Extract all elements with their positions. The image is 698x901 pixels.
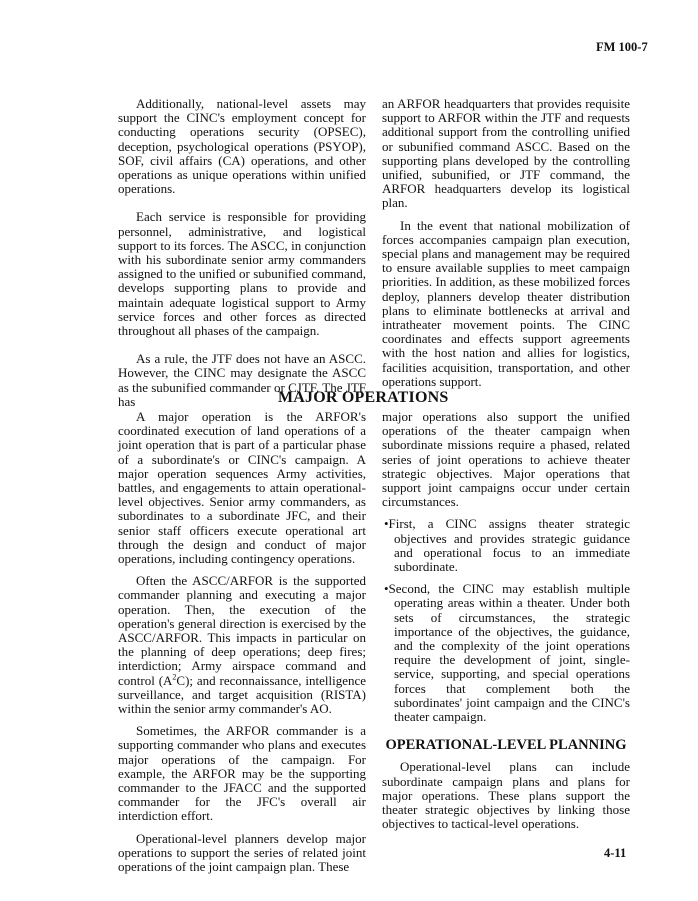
top-left-column [118,97,366,417]
paragraph [118,574,366,716]
manual-id: FM 100-7 [596,40,648,54]
paragraph: As a rule, the JTF does not have an ASCC. However, the CINC may designate the ASCC as the subunified commander or CJTF. The JTF has [118,351,366,409]
paragraph-text: Often the ASCC/ARFOR is the supported commander planning and executing a major operation. Then, the execution of the operation's general direction is exercised by the ASCC/ARFOR. This impacts in particular on the planning of deep operations; deep fires; interdiction; Army airspace command and control (A [118,573,366,688]
paragraph: Operational-level plans can include subordinate campaign plans and plans for major operations. These plans support the theater strategic objectives by linking those objectives to tactical-level operations. [382,759,630,832]
superscript: 2 [172,672,177,682]
paragraph: A major operation is the ARFOR's coordinated execution of land operations of a joint operation that is part of a particular phase of a subordinate's or CINC's campaign. A major operation sequences Army activities, battles, and engagements to attain operational-level objectives. Senior army commanders, as subordinates to a subordinate JFC, and their senior staff officers execute operational art through the design and conduct of major operations, including contingency operations. [118,409,366,567]
section-heading: MAJOR OPERATIONS [278,389,449,406]
paragraph: Additionally, national-level assets may support the CINC's employment concept for conducting operations security (OPSEC), deception, psychological operations (PSYOP), SOF, civil affairs (CA) operations, and other operations as unique operations within unified operations. [118,96,366,197]
bullet-item: •First, a CINC assigns theater strategic objectives and provides strategic guidance and operational focus to an immediate subordinate. [384,516,630,575]
paragraph-text: ); and reconnaissance, intelligence surveillance, and target acquisition (RISTA) within the senior army commander's AO. [118,672,366,717]
page-number: 4-11 [604,846,627,860]
subsection-heading: OPERATIONAL-LEVEL PLANNING [385,737,627,754]
bullet-item: •Second, the CINC may establish multiple operating areas within a theater. Under both sets of circumstances, the strategic importance of the objectives, the guidance, and the complexity of the joint operations require the development of joint, single-service, supporting, and special operations forces that complement both the subordinates' joint campaign and the CINC's theater campaign. [384,581,630,725]
major-right-column [382,410,630,839]
paragraph: Each service is responsible for providing personnel, administrative, and logistical support to its forces. The ASCC, in conjunction with his subordinate senior army commanders assigned to the unified or subunified command, develops supporting plans to provide and maintain adequate logistical support to Army service forces and other forces as directed throughout all phases of the campaign. [118,209,366,339]
paragraph: Sometimes, the ARFOR commander is a supporting commander who plans and executes major operations of the campaign. For example, the ARFOR may be the supporting commander to the JFACC and the supported commander for the JFC's overall air interdiction effort. [118,723,366,824]
major-left-column [118,410,366,882]
paragraph: an ARFOR headquarters that provides requisite support to ARFOR within the JTF and requests additional support from the controlling unified or subunified command ASCC. Based on the supporting plans developed by the controlling unified, subunified, or JTF command, the ARFOR headquarters develop its logistical plan. [382,96,630,211]
paragraph: major operations also support the unified operations of the theater campaign when subordinate missions require a phased, related series of joint operations to achieve theater strategic objectives. Major operations that support joint campaigns occur under certain circumstances. [382,409,630,510]
paragraph: In the event that national mobilization of forces accompanies campaign plan execution, special plans and management may be required to ensure available supplies to meet campaign priorities. In addition, as these mobilized forces deploy, planners develop theater distribution plans to eliminate bottlenecks at arrival and intratheater movement points. The CINC coordinates and effects support agreements with the host nation and allies for logistics, facilities acquisition, transportation, and other operations support. [382,217,630,389]
top-right-column [382,97,630,397]
paragraph: Operational-level planners develop major operations to support the series of related joint operations of the joint campaign plan. These [118,830,366,875]
paragraph-text: C [176,672,186,688]
